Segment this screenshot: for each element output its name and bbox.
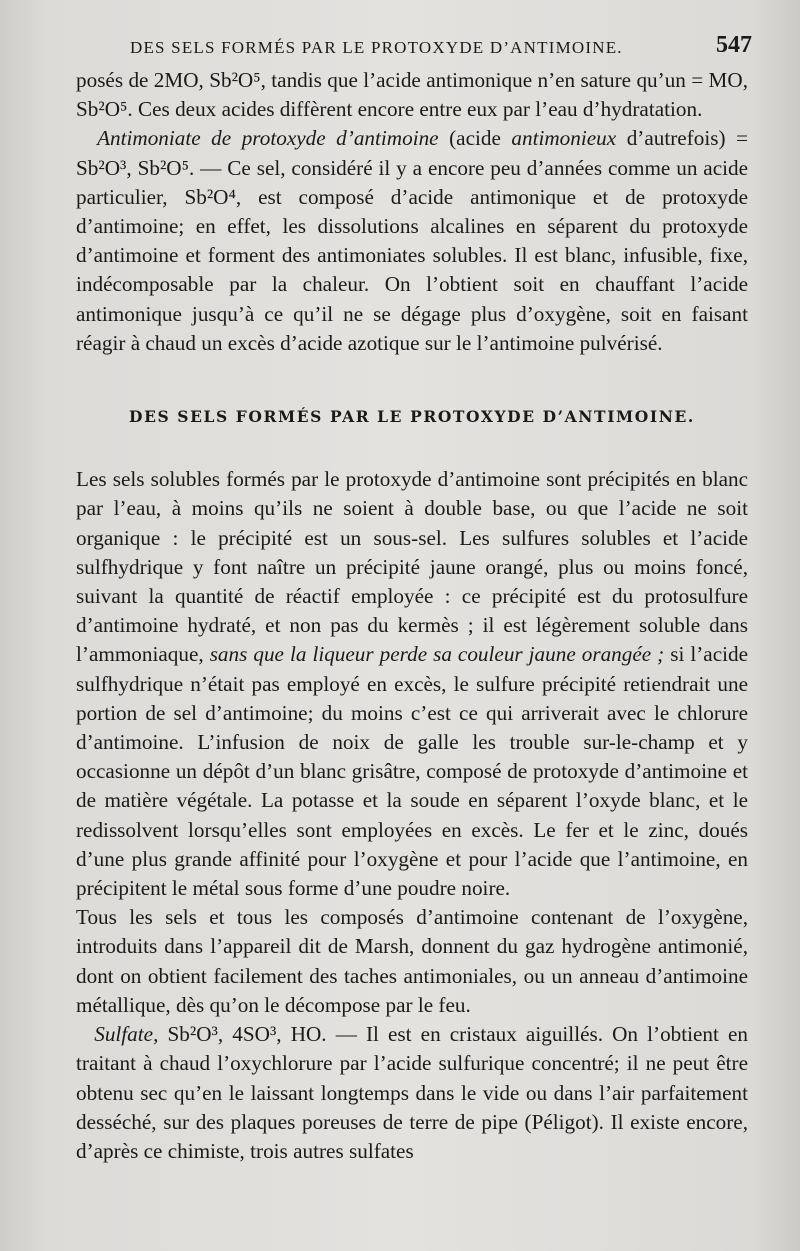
running-title: DES SELS FORMÉS PAR LE PROTOXYDE D’ANTIMOINE. bbox=[130, 38, 623, 57]
entry-title: Antimoniate de protoxyde d’antimoine bbox=[97, 126, 439, 151]
entry-italic: antimonieux bbox=[511, 126, 617, 151]
paragraph-italic: sans que la liqueur perde sa couleur jaune orangée ; bbox=[209, 642, 665, 667]
paragraph-text: Les sels solubles formés par le protoxyde d’antimoine sont précipités en blanc par l’eau, à moins qu’ils ne soient à double base, ou que l’acide ne soit organique : le précipité est un sous-sel. Les sulfures solubles et l’acide sulfhydrique y font naître un précipité jaune orangé, plus ou moins foncé, suivant la quantité de réactif employée : ce précipité est du protosulfure d’antimoine hydraté, et non pas du kermès ; il est légèrement soluble dans l’ammoniaque, bbox=[76, 467, 748, 667]
entry-title-sulfate: Sulfate, bbox=[94, 1022, 159, 1047]
paragraph-marsh: Tous les sels et tous les composés d’antimoine contenant de l’oxygène, introduits dans l’appareil dit de Marsh, donnent du gaz hydrogène antimonié, dont on obtient facilement des taches antimoniales, ou un anneau d’antimoine métallique, dès qu’on le décompose par le feu. bbox=[76, 905, 748, 1017]
running-head bbox=[70, 30, 752, 64]
paragraph-antimoniate bbox=[76, 124, 748, 358]
entry-text: (acide bbox=[438, 126, 512, 151]
entry-text-sulfate: Sb²O³, 4SO³, HO. — Il est en cristaux aiguillés. On l’obtient en traitant à chaud l’oxychlorure par l’acide sulfurique concentré; il ne peut être obtenu sec qu’en le laissant longtemps dans le vide ou dans l’air parfaitement desséché, sur des plaques poreuses de terre de pipe (Péligot). Il existe encore, d’après ce chimiste, trois autres sulfates bbox=[76, 1022, 749, 1163]
entry-text-rest: d’autrefois) = Sb²O³, Sb²O⁵. — Ce sel, considéré il y a encore peu d’années comme un acide particulier, Sb²O⁴, est composé d’acide antimonique et de protoxyde d’antimoine; en effet, les dissolutions alcalines en séparent du protoxyde d’antimoine et forment des antimoniates solubles. Il est blanc, infusible, fixe, indécomposable par la chaleur. On l’obtient soit en chauffant l’acide antimonique jusqu’à ce qu’il ne se dégage plus d’oxygène, soit en faisant réagir à chaud un excès d’acide azotique sur le l’antimoine pulvérisé. bbox=[76, 126, 749, 355]
paragraph-text-rest: si l’acide sulfhydrique n’était pas employé en excès, le sulfure précipité retiendrait une portion de sel d’antimoine; du moins c’est ce qui arriverait avec le chlorure d’antimoine. L’infusion de noix de galle les trouble sur-le-champ et y occasionne un dépôt d’un blanc grisâtre, composé de protoxyde d’antimoine et de matière végétale. La potasse et la soude en séparent l’oxyde blanc, et le redissolvent lorsqu’elles sont employées en excès. Le fer et le zinc, doués d’une plus grande affinité pour l’oxygène et pour l’acide que l’antimoine, en précipitent le métal sous forme d’une poudre noire. bbox=[76, 642, 748, 901]
page-number: 547 bbox=[716, 32, 752, 58]
paragraph-continuation: posés de 2MO, Sb²O⁵, tandis que l’acide antimonique n’en sature qu’un = MO, Sb²O⁵. Ces deux acides diffèrent encore entre eux par l’eau d’hydratation. bbox=[76, 68, 748, 122]
paragraph-sulfate bbox=[76, 1020, 748, 1166]
section-heading: DES SELS FORMÉS PAR LE PROTOXYDE D’ANTIMOINE. bbox=[129, 407, 695, 427]
paragraph-soluble-salts bbox=[76, 465, 748, 903]
page-body bbox=[76, 66, 748, 1166]
